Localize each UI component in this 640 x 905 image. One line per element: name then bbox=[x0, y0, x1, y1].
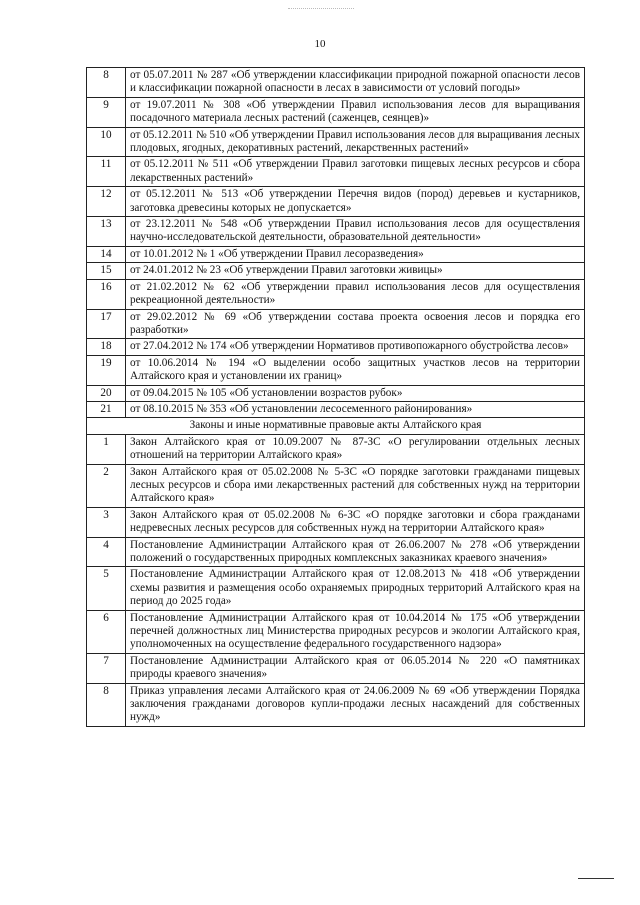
table-row bbox=[87, 567, 585, 610]
row-number: 15 bbox=[87, 263, 126, 279]
row-number: 8 bbox=[87, 68, 126, 98]
table-row bbox=[87, 653, 585, 683]
row-text: от 10.01.2012 № 1 «Об утверждении Правил лесоразведения» bbox=[126, 246, 585, 262]
row-text: Постановление Администрации Алтайского края от 10.04.2014 № 175 «Об утверждении перечней должностных лиц Министерства природных ресурсов и экологии Алтайского края, уполномоченных на осуществление федерального государственного надзора» bbox=[126, 610, 585, 653]
table-row bbox=[87, 537, 585, 567]
row-text: от 05.12.2011 № 513 «Об утверждении Перечня видов (пород) деревьев и кустарников, заготовка древесины которых не допускается» bbox=[126, 187, 585, 217]
row-number: 19 bbox=[87, 355, 126, 385]
page-edge-mark bbox=[578, 878, 614, 879]
row-number: 4 bbox=[87, 537, 126, 567]
row-text: от 27.04.2012 № 174 «Об утверждении Нормативов противопожарного обустройства лесов» bbox=[126, 339, 585, 355]
row-number: 20 bbox=[87, 385, 126, 401]
row-number: 18 bbox=[87, 339, 126, 355]
table-row bbox=[87, 279, 585, 309]
row-number: 7 bbox=[87, 653, 126, 683]
row-number: 5 bbox=[87, 567, 126, 610]
page-number: 10 bbox=[314, 38, 326, 50]
row-text: Закон Алтайского края от 05.02.2008 № 5-ЗС «О порядке заготовки гражданами пищевых лесных ресурсов и сбора ими лекарственных растений для собственных нужд на территории Алтайского края» bbox=[126, 464, 585, 507]
federal-acts-rows bbox=[87, 68, 585, 418]
row-number: 21 bbox=[87, 401, 126, 417]
table-row bbox=[87, 610, 585, 653]
row-text: от 24.01.2012 № 23 «Об утверждении Правил заготовки живицы» bbox=[126, 263, 585, 279]
row-number: 2 bbox=[87, 464, 126, 507]
row-text: от 05.12.2011 № 511 «Об утверждении Правил заготовки пищевых лесных ресурсов и сбора лекарственных растений» bbox=[126, 157, 585, 187]
row-text: от 29.02.2012 № 69 «Об утверждении состава проекта освоения лесов и порядка его разработки» bbox=[126, 309, 585, 339]
table-row bbox=[87, 385, 585, 401]
table-row bbox=[87, 464, 585, 507]
table-row bbox=[87, 127, 585, 157]
table-row bbox=[87, 263, 585, 279]
row-number: 8 bbox=[87, 683, 126, 726]
row-number: 11 bbox=[87, 157, 126, 187]
regional-acts-rows bbox=[87, 434, 585, 726]
table-row bbox=[87, 339, 585, 355]
table-row bbox=[87, 187, 585, 217]
table-row bbox=[87, 68, 585, 98]
row-number: 9 bbox=[87, 97, 126, 127]
row-number: 17 bbox=[87, 309, 126, 339]
row-text: от 09.04.2015 № 105 «Об установлении возрастов рубок» bbox=[126, 385, 585, 401]
row-text: от 05.12.2011 № 510 «Об утверждении Правил использования лесов для выращивания лесных плодовых, ягодных, декоративных растений, лекарственных растений» bbox=[126, 127, 585, 157]
row-text: Постановление Администрации Алтайского края от 06.05.2014 № 220 «О памятниках природы краевого значения» bbox=[126, 653, 585, 683]
row-text: Закон Алтайского края от 10.09.2007 № 87-ЗС «О регулировании отдельных лесных отношений на территории Алтайского края» bbox=[126, 434, 585, 464]
table-row bbox=[87, 217, 585, 247]
row-number: 14 bbox=[87, 246, 126, 262]
table-row bbox=[87, 355, 585, 385]
row-number: 16 bbox=[87, 279, 126, 309]
row-number: 6 bbox=[87, 610, 126, 653]
table-row bbox=[87, 157, 585, 187]
row-number: 10 bbox=[87, 127, 126, 157]
row-text: Закон Алтайского края от 05.02.2008 № 6-ЗС «О порядке заготовки и сбора гражданами недревесных лесных ресурсов для собственных нужд на территории Алтайского края» bbox=[126, 507, 585, 537]
section-header-row bbox=[87, 418, 585, 434]
row-text: от 05.07.2011 № 287 «Об утверждении классификации природной пожарной опасности лесов и классификации пожарной опасности в лесах в зависимости от условий погоды» bbox=[126, 68, 585, 98]
scan-mark bbox=[288, 8, 354, 10]
row-text: от 10.06.2014 № 194 «О выделении особо защитных участков лесов на территории Алтайского края и установлении их границ» bbox=[126, 355, 585, 385]
table-row bbox=[87, 434, 585, 464]
row-text: от 23.12.2011 № 548 «Об утверждении Правил использования лесов для осуществления научно-исследовательской деятельности, образовательной деятельности» bbox=[126, 217, 585, 247]
table-row bbox=[87, 507, 585, 537]
row-text: от 08.10.2015 № 353 «Об установлении лесосеменного районирования» bbox=[126, 401, 585, 417]
table-row bbox=[87, 309, 585, 339]
row-number: 3 bbox=[87, 507, 126, 537]
row-text: от 19.07.2011 № 308 «Об утверждении Правил использования лесов для выращивания посадочного материала лесных растений (саженцев, сеянцев)» bbox=[126, 97, 585, 127]
table-row bbox=[87, 97, 585, 127]
section-title: Законы и иные нормативные правовые акты Алтайского края bbox=[87, 418, 585, 434]
row-number: 13 bbox=[87, 217, 126, 247]
table-row bbox=[87, 683, 585, 726]
section-header bbox=[87, 418, 585, 434]
row-text: Постановление Администрации Алтайского края от 12.08.2013 № 418 «Об утверждении схемы развития и размещения особо охраняемых природных территорий Алтайского края на период до 2025 года» bbox=[126, 567, 585, 610]
legal-acts-table bbox=[86, 67, 585, 727]
row-text: от 21.02.2012 № 62 «Об утверждении правил использования лесов для осуществления рекреационной деятельности» bbox=[126, 279, 585, 309]
row-text: Приказ управления лесами Алтайского края от 24.06.2009 № 69 «Об утверждении Порядка заключения гражданами договоров купли-продажи лесных насаждений для собственных нужд» bbox=[126, 683, 585, 726]
row-number: 1 bbox=[87, 434, 126, 464]
table-row bbox=[87, 246, 585, 262]
row-number: 12 bbox=[87, 187, 126, 217]
table-row bbox=[87, 401, 585, 417]
row-text: Постановление Администрации Алтайского края от 26.06.2007 № 278 «Об утверждении положений о государственных природных комплексных заказниках краевого значения» bbox=[126, 537, 585, 567]
